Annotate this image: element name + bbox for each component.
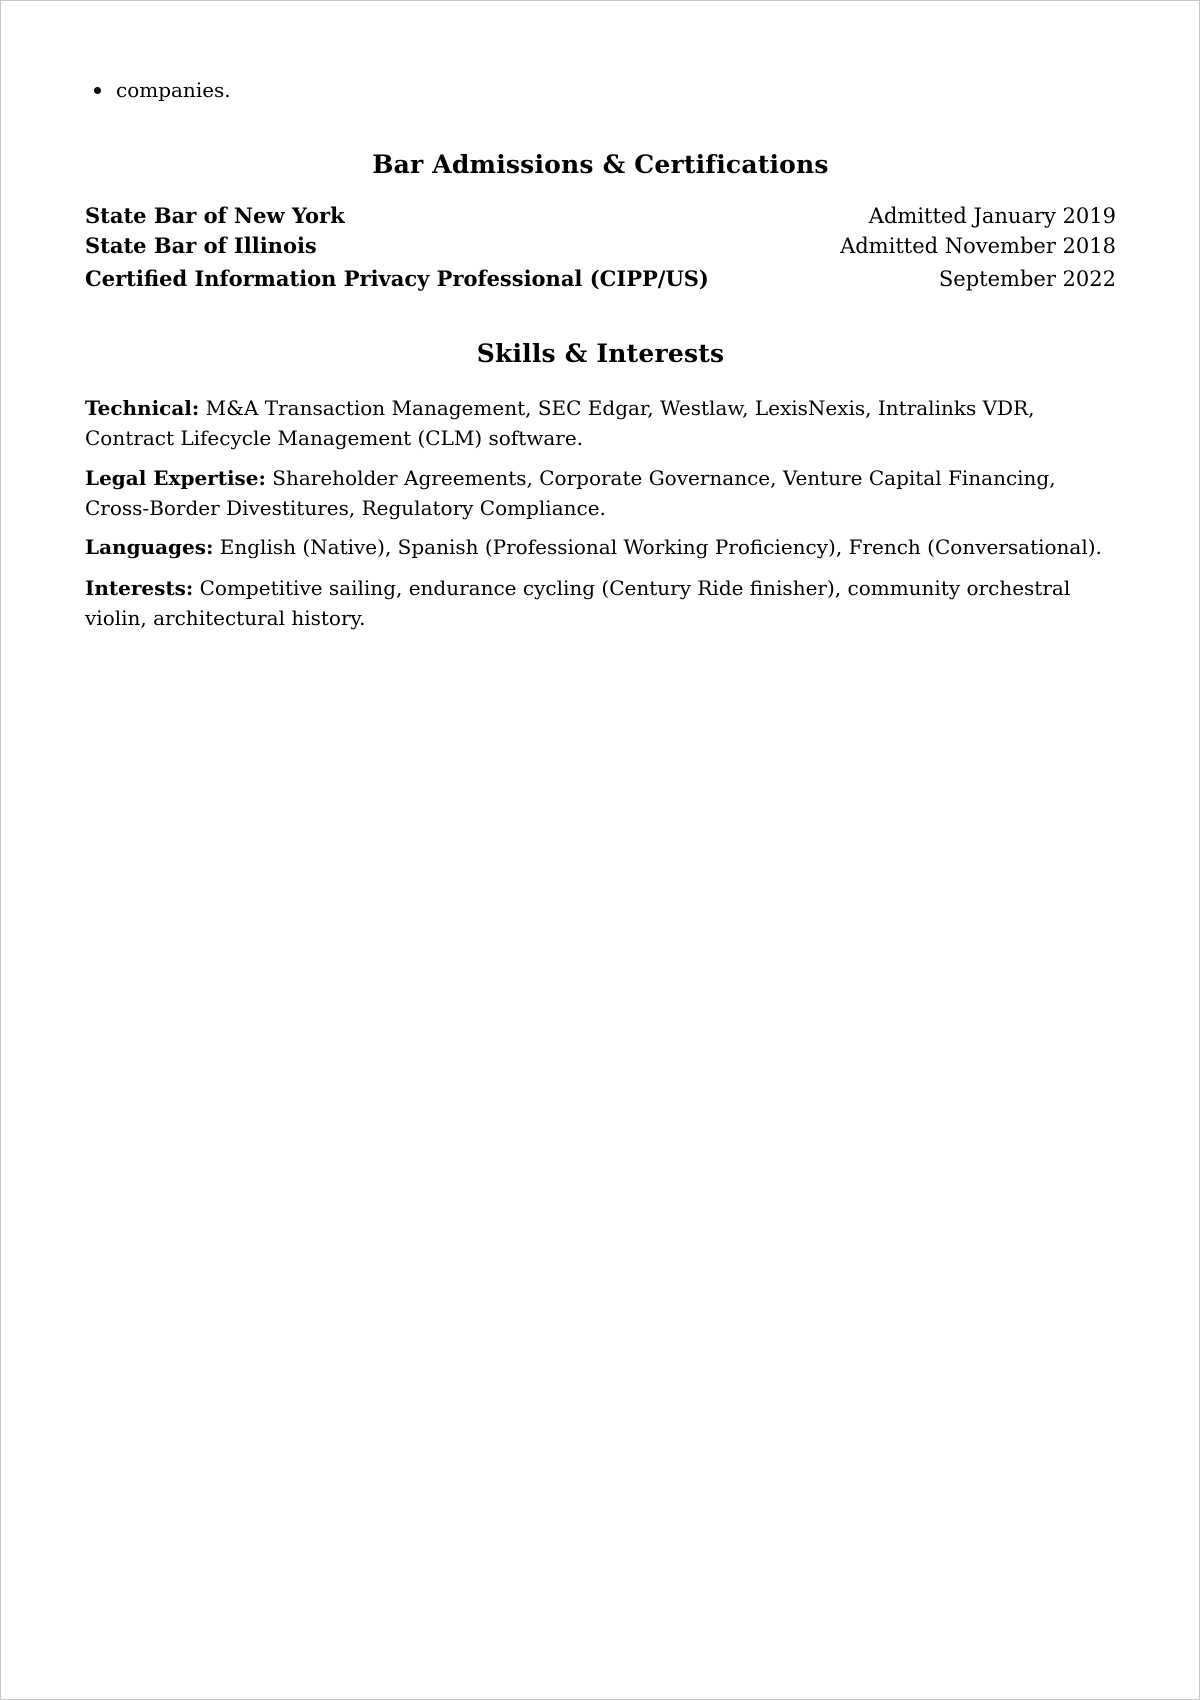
skill-label: Interests:	[85, 576, 194, 600]
cert-row	[85, 231, 1116, 261]
skill-item-legal-expertise	[85, 463, 1116, 523]
skill-text: Competitive sailing, endurance cycling (Century Ride finisher), community orchestral violin, architectural history.	[85, 576, 1071, 630]
bullet-list	[85, 77, 231, 103]
cert-date: September 2022	[938, 267, 1116, 291]
skill-text: English (Native), Spanish (Professional Working Proficiency), French (Conversational).	[219, 535, 1102, 559]
cert-name: State Bar of Illinois	[85, 233, 317, 258]
section-title-bar-admissions: Bar Admissions & Certifications	[372, 150, 829, 179]
cert-date: Admitted January 2019	[868, 204, 1116, 228]
list-item-text: companies.	[116, 78, 231, 102]
cert-name: Certified Information Privacy Professional (CIPP/US)	[85, 266, 709, 291]
cert-row	[85, 201, 1116, 231]
skill-text: M&A Transaction Management, SEC Edgar, Westlaw, LexisNexis, Intralinks VDR, Contract Lifecycle Management (CLM) software.	[85, 396, 1035, 450]
cert-row	[85, 264, 1116, 294]
skill-item-interests	[85, 573, 1116, 633]
cert-name: State Bar of New York	[85, 203, 345, 228]
bullet-icon	[94, 87, 101, 94]
cert-date: Admitted November 2018	[840, 234, 1116, 258]
skill-label: Languages:	[85, 535, 214, 559]
skill-label: Legal Expertise:	[85, 466, 266, 490]
list-item	[85, 77, 231, 103]
section-title-skills-interests: Skills & Interests	[476, 339, 725, 368]
skill-item-technical	[85, 393, 1116, 453]
skill-text: Shareholder Agreements, Corporate Governance, Venture Capital Financing, Cross-Border Divestitures, Regulatory Compliance.	[85, 466, 1056, 520]
skill-item-languages	[85, 532, 1116, 562]
skill-label: Technical:	[85, 396, 200, 420]
